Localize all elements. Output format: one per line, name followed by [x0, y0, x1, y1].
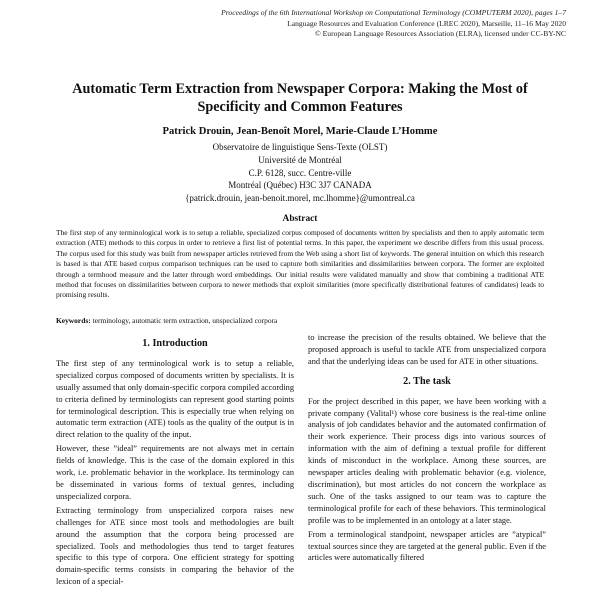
keywords-label: Keywords:	[56, 316, 91, 325]
keywords-value: terminology, automatic term extraction, unspecialized corpora	[92, 316, 278, 325]
section-heading-task: 2. The task	[403, 375, 451, 387]
affiliation-org: Observatoire de linguistique Sens-Texte (OLST)	[212, 142, 388, 152]
affiliation-city: Montréal (Québec) H3C 3J7 CANADA	[228, 180, 372, 191]
affiliation-postal: C.P. 6128, succ. Centre-ville	[248, 167, 352, 178]
affiliation-university: Université de Montréal	[258, 154, 342, 165]
intro-paragraph-2: However, these ”ideal” requirements are not always met in certain fields of knowledge. This is the case of the domain explored in this work, i.e. problematic behavior in the workplace. Its terminology can be disseminated in various forms of textual genres, including unspecialized corpora.	[56, 444, 294, 501]
right-column	[308, 332, 546, 566]
intro-paragraph-3: Extracting terminology from unspecialized corpora raises new challenges for ATE since most tools and methodologies are built around the assumption that the corpora being processed are specialized. Tools and methodologies thus tend to target features specific to this type of corpora. One efficient strategy for spotting domain-specific terms consists in comparing the behavior of the lexicon of a special-	[56, 505, 294, 587]
affiliation-emails: {patrick.drouin, jean-benoit.morel, mc.lhomme}@umontreal.ca	[185, 193, 415, 204]
left-column	[56, 338, 294, 590]
task-paragraph-2: From a terminological standpoint, newspaper articles are ”atypical” textual sources since they are targeted at the general public. Even if the articles were automatically filtered	[308, 529, 546, 563]
abstract-text: The first step of any terminological work is to setup a reliable, specialized corpus composed of documents written by specialists and then to apply automatic term extraction (ATE) methods to this corpus in order to retrieve a first list of potential terms. In this paper, the experiment we describe differs from this usual process. The corpus used for this study was built from newspaper articles retrieved from the Web using a short list of keywords. The general intuition on which this research is based is that ATE based corpus comparison techniques can be used to capture both similarities and dissimilarities between corpora. The former are exploited through a termhood measure and the latter through word embeddings. Our initial results were validated manually and show that combining a traditional ATE method that focuses on dissimilarities between corpora to newer methods that exploit similarities (more specifically distributional features of candidates) leads to promising results.	[56, 228, 544, 300]
section-heading-introduction: 1. Introduction	[142, 338, 208, 349]
affiliation-block	[40, 141, 560, 205]
title-line-2: Specificity and Common Features	[197, 99, 403, 115]
task-paragraph-1: For the project described in this paper, we have been working with a private company (Valital¹) whose core business is the real-time online analysis of job candidates behavior and the automated confirmation of their work experience. Their process digs into various sources of information with the aim of defining a textual profile for different kinds of misconduct in the workplace. Among these sources, are newspaper articles dealing with problematic behavior (e.g. violence, discrimination), but most articles do not concern the workplace as such. One of the tasks assigned to our team was to capture the terminological profile for each of these behaviors. This terminological profile was to be implemented in an ontology at a later stage.	[308, 396, 546, 525]
header-line-3: © European Language Resources Association (ELRA), licensed under CC-BY-NC	[314, 29, 566, 38]
header-line-1: Proceedings of the 6th International Workshop on Computational Terminology (COMPUTERM 2020), pages 1–7	[221, 8, 566, 17]
title-line-1: Automatic Term Extraction from Newspaper Corpora: Making the Most of	[72, 81, 528, 97]
keywords-line	[56, 316, 544, 325]
intro-paragraph-1: The first step of any terminological work is to setup a reliable, specialized corpus composed of documents written by specialists. It is usually assumed that only domain-specific corpora compiled according to criteria defined by terminologists can represent good starting points for terminological description. This is especially true when relying on automatic term extraction (ATE) tools as the quality of the output is in direct relation to the quality of the input.	[56, 358, 294, 440]
author-list: Patrick Drouin, Jean-Benoît Morel, Marie-Claude L’Homme	[162, 126, 438, 137]
header-line-2: Language Resources and Evaluation Conference (LREC 2020), Marseille, 11–16 May 2020	[287, 18, 566, 28]
proceedings-header	[126, 8, 566, 40]
intro-paragraph-continued: to increase the precision of the results obtained. We believe that the proposed approach is useful to tackle ATE from unspecialized corpora and that the underlying ideas can be used for ATE in other situations.	[308, 333, 546, 366]
paper-title	[40, 80, 560, 116]
abstract-heading: Abstract	[282, 214, 318, 224]
